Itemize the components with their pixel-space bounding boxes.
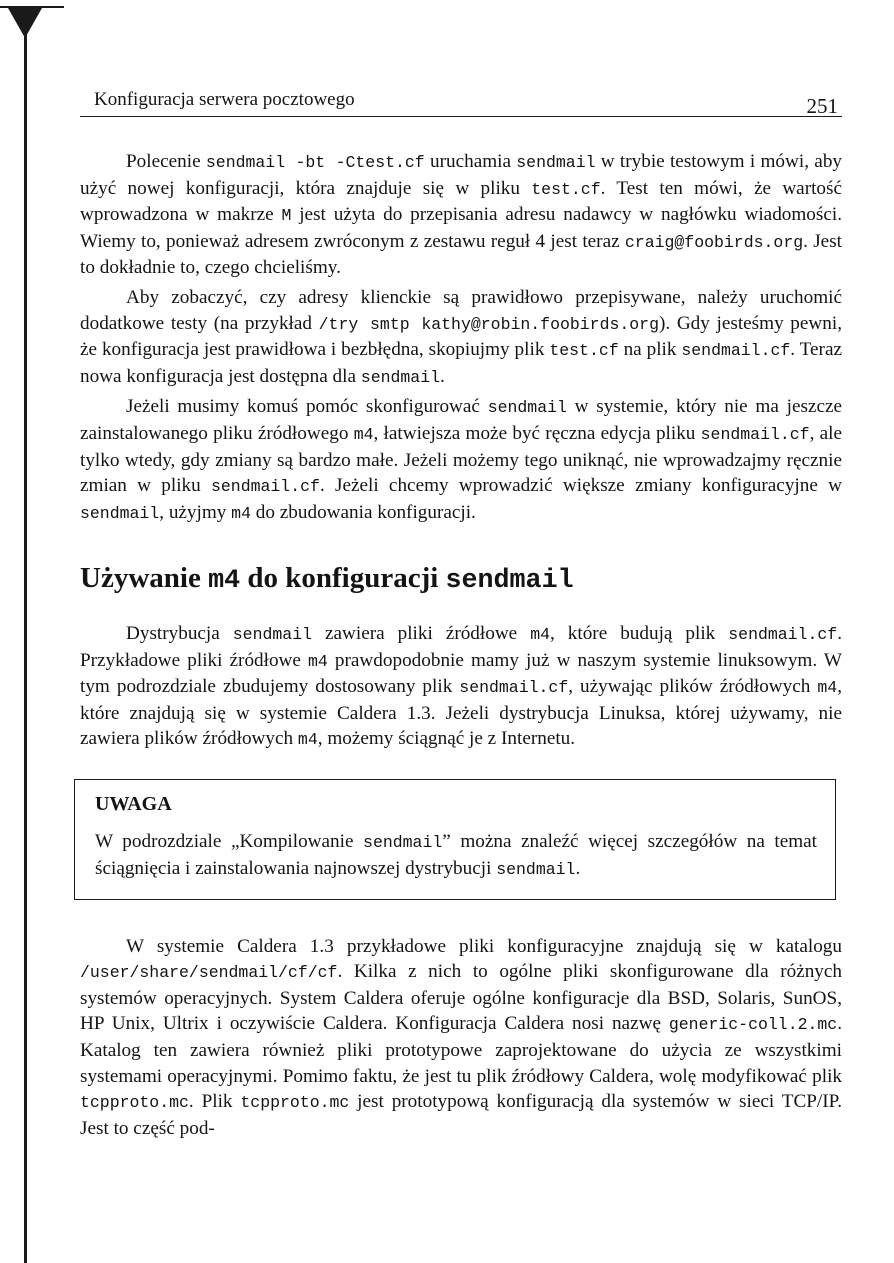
chapter-title: Konfiguracja serwera pocztowego <box>94 89 355 110</box>
book-page <box>80 84 842 1141</box>
paragraph-5: W systemie Caldera 1.3 przykładowe pliki konfiguracyjne znajdują się w katalogu /user/share/sendmail/cf/cf. Kilka z nich to ogólne pliki skonfigurowane dla różnych systemów operacyjnych. System Caldera oferuje ogólne konfiguracje dla BSD, Solaris, SunOS, HP Unix, Ultrix i oczywiście Caldera. Konfiguracja Caldera nosi nazwę generic-coll.2.mc. Katalog ten zawiera również pliki prototypowe zaprojektowane do użycia ze wszystkimi systemami operacyjnymi. Pomimo faktu, że jest tu plik źródłowy Caldera, wolę modyfikować plik tcpproto.mc. Plik tcpproto.mc jest prototypową konfiguracją dla systemów w sieci TCP/IP. Jest to część pod- <box>80 935 842 1139</box>
inline-code: sendmail <box>516 153 596 172</box>
page-body <box>80 149 842 1141</box>
inline-code: tcpproto.mc <box>80 1093 189 1113</box>
paragraph-4: Dystrybucja sendmail zawiera pliki źródłowe m4, które budują plik sendmail.cf. Przykładowe pliki źródłowe m4 prawdopodobnie mamy już w naszym systemie linuksowym. W tym podrozdziale zbudujemy dostosowany plik sendmail.cf, używając plików źródłowych m4, które znajdują się w systemie Caldera 1.3. Jeżeli dystrybucja Linuksa, której używamy, nie zawiera plików źródłowych m4, możemy ściągnąć je z Internetu. <box>80 622 842 750</box>
inline-code: generic-coll.2.mc <box>668 1015 838 1035</box>
inline-code: sendmail.cf <box>700 424 810 444</box>
inline-code: /user/share/sendmail/cf/cf <box>80 963 338 983</box>
paragraph-2: Aby zobaczyć, czy adresy klienckie są prawidłowo przepisywane, należy uruchomić dodatkowe testy (na przykład /try smtp kathy@robin.foobirds.org). Gdy jesteśmy pewni, że konfiguracja jest prawidłowa i bezbłędna, skopiujmy plik test.cf na plik sendmail.cf. Teraz nowa konfiguracja jest dostępna dla sendmail. <box>80 286 842 387</box>
running-header <box>80 84 842 117</box>
inline-code: sendmail <box>360 367 441 387</box>
inline-code: sendmail <box>363 833 443 853</box>
note-text: W podrozdziale „Kompilowanie sendmail” można znaleźć więcej szczegółów na temat ściągnięcia i zainstalowania najnowszej dystrybucji sendmail. <box>95 831 818 880</box>
inline-code: m4 <box>297 730 318 750</box>
inline-code: sendmail.cf <box>211 477 320 497</box>
crop-mark-vertical <box>24 8 27 1263</box>
inline-code: sendmail <box>487 398 567 418</box>
inline-code: m4 <box>353 424 374 444</box>
inline-code: M <box>281 206 292 226</box>
inline-code: m4 <box>308 651 328 671</box>
inline-code: sendmail -bt -Ctest.cf <box>205 153 425 172</box>
section-heading: Używanie m4 do konfiguracji sendmail <box>80 562 574 597</box>
inline-code: test.cf <box>531 179 601 199</box>
page-number: 251 <box>806 94 838 118</box>
note-title: UWAGA <box>95 792 172 815</box>
inline-code: tcpproto.mc <box>240 1093 350 1113</box>
inline-code: m4 <box>530 624 550 644</box>
paragraph-1: Polecenie sendmail -bt -Ctest.cf uruchamia sendmail w trybie testowym i mówi, aby użyć nowej konfiguracji, która znajduje się w pliku test.cf. Test ten mówi, że wartość wprowadzona w makrze M jest użyta do przepisania adresu nadawcy w nagłówku wiadomości. Wiemy to, ponieważ adresem zwróconym z zestawu reguł 4 jest teraz craig@foobirds.org. Jest to dokładnie to, czego chcieliśmy. <box>80 151 843 279</box>
inline-code: sendmail <box>496 860 576 880</box>
inline-code: sendmail.cf <box>459 678 569 698</box>
inline-code: sendmail.cf <box>728 624 838 644</box>
inline-code: /try smtp kathy@robin.foobirds.org <box>318 314 659 334</box>
inline-code: craig@foobirds.org <box>624 232 804 252</box>
paragraph-3: Jeżeli musimy komuś pomóc skonfigurować sendmail w systemie, który nie ma jeszcze zainstalowanego pliku źródłowego m4, łatwiejsza może być ręczna edycja pliku sendmail.cf, ale tylko wtedy, gdy zmiany są bardzo małe. Jeżeli możemy tego uniknąć, nie wprowadzajmy ręcznie zmian w pliku sendmail.cf. Jeżeli chcemy wprowadzić większe zmiany konfiguracyjne w sendmail, użyjmy m4 do zbudowania konfiguracji. <box>80 396 843 523</box>
note-box <box>74 779 836 900</box>
inline-code: sendmail.cf <box>681 341 791 361</box>
inline-code: test.cf <box>549 341 619 361</box>
inline-code: sendmail <box>80 503 160 523</box>
inline-code: sendmail <box>232 624 312 644</box>
inline-code: m4 <box>817 678 838 698</box>
inline-code: m4 <box>231 503 251 523</box>
